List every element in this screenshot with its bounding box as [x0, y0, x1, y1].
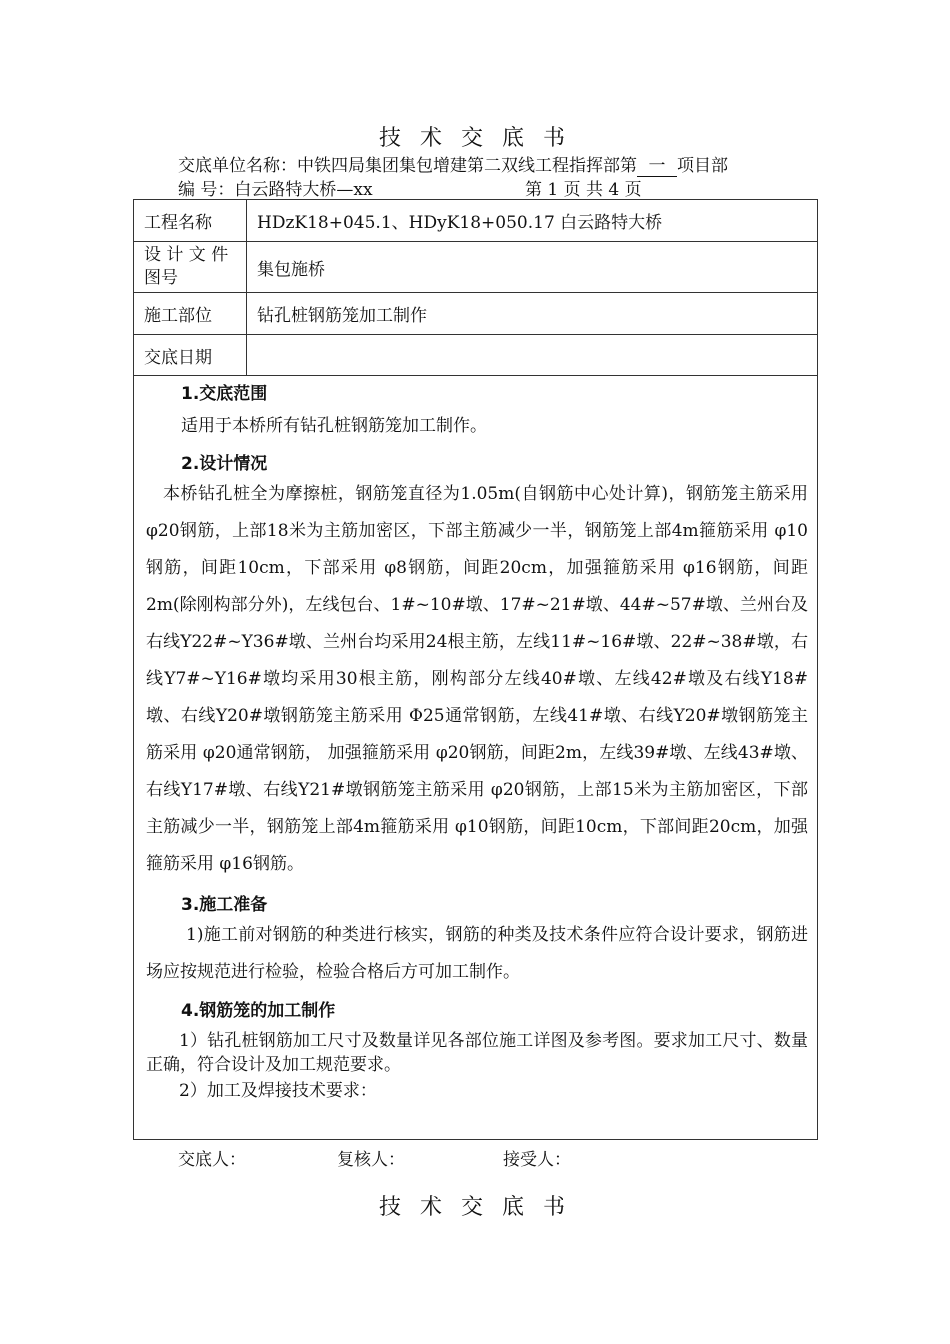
document-title: 技 术 交 底 书	[379, 126, 571, 151]
content-box	[133, 375, 818, 1140]
document-number: 编 号：白云路特大桥—xx	[178, 180, 373, 200]
signature-by: 交底人：	[178, 1150, 246, 1170]
project-name-label: 工程名称	[134, 200, 247, 242]
next-page-title: 技 术 交 底 书	[379, 1195, 571, 1220]
signature-receive: 接受人：	[503, 1150, 571, 1170]
date-value	[247, 335, 818, 376]
signature-review: 复核人：	[337, 1150, 405, 1170]
construction-part-label: 施工部位	[134, 293, 247, 335]
unit-line-blank: 一	[637, 151, 677, 177]
section-1-text: 适用于本桥所有钻孔桩钢筋笼加工制作。	[181, 416, 487, 436]
table-row	[134, 293, 818, 335]
info-table	[133, 199, 818, 376]
section-3-text: 1)施工前对钢筋的种类进行核实，钢筋的种类及技术条件应符合设计要求，钢筋进场应按规范进行检验，检验合格后方可加工制作。	[146, 925, 808, 982]
section-4-text-1: 1）钻孔桩钢筋加工尺寸及数量详见各部位施工详图及参考图。要求加工尺寸、数量正确，符合设计及加工规范要求。	[146, 1031, 808, 1075]
date-label: 交底日期	[134, 335, 247, 376]
unit-line-prefix: 交底单位名称：中铁四局集团集包增建第二双线工程指挥部第	[178, 156, 637, 176]
project-name-value: HDzK18+045.1、HDyK18+050.17 白云路特大桥	[247, 200, 818, 242]
section-1-title: 1.交底范围	[181, 384, 268, 404]
design-doc-label: 设 计 文 件 图号	[134, 242, 247, 293]
unit-line	[178, 151, 728, 177]
design-doc-value: 集包施桥	[247, 242, 818, 293]
table-row	[134, 200, 818, 242]
unit-line-suffix: 项目部	[677, 156, 728, 176]
page-info: 第 1 页 共 4 页	[525, 180, 642, 200]
table-row	[134, 335, 818, 376]
section-4-title: 4.钢筋笼的加工制作	[181, 1001, 336, 1021]
section-2-text: 本桥钻孔桩全为摩擦桩，钢筋笼直径为1.05m(自钢筋中心处计算)，钢筋笼主筋采用 φ20钢筋，上部18米为主筋加密区，下部主筋减少一半，钢筋笼上部4m箍筋采用 φ10钢筋，间距10cm，下部采用 φ8钢筋，间距20cm，加强箍筋采用 φ16钢筋，间距2m(除刚构部分外)，左线包台、1#~10#墩、17#~21#墩、44#~57#墩、兰州台及右线Y22#~Y36#墩、兰州台均采用24根主筋，左线11#~16#墩、22#~38#墩，右线Y7#~Y16#墩均采用30根主筋，刚构部分左线40#墩、左线42#墩及右线Y18#墩、右线Y20#墩钢筋笼主筋采用 Φ25通常钢筋，左线41#墩、右线Y20#墩钢筋笼主筋采用 φ20通常钢筋， 加强箍筋采用 φ20钢筋，间距2m，左线39#墩、左线43#墩、右线Y17#墩、右线Y21#墩钢筋笼主筋采用 φ20钢筋，上部15米为主筋加密区，下部主筋减少一半，钢筋笼上部4m箍筋采用 φ10钢筋，间距10cm，下部间距20cm，加强箍筋采用 φ16钢筋。	[146, 484, 808, 874]
table-row	[134, 242, 818, 293]
construction-part-value: 钻孔桩钢筋笼加工制作	[247, 293, 818, 335]
section-4-text-2: 2）加工及焊接技术要求：	[179, 1081, 377, 1101]
section-2-title: 2.设计情况	[181, 454, 268, 474]
section-3-title: 3.施工准备	[181, 895, 268, 915]
